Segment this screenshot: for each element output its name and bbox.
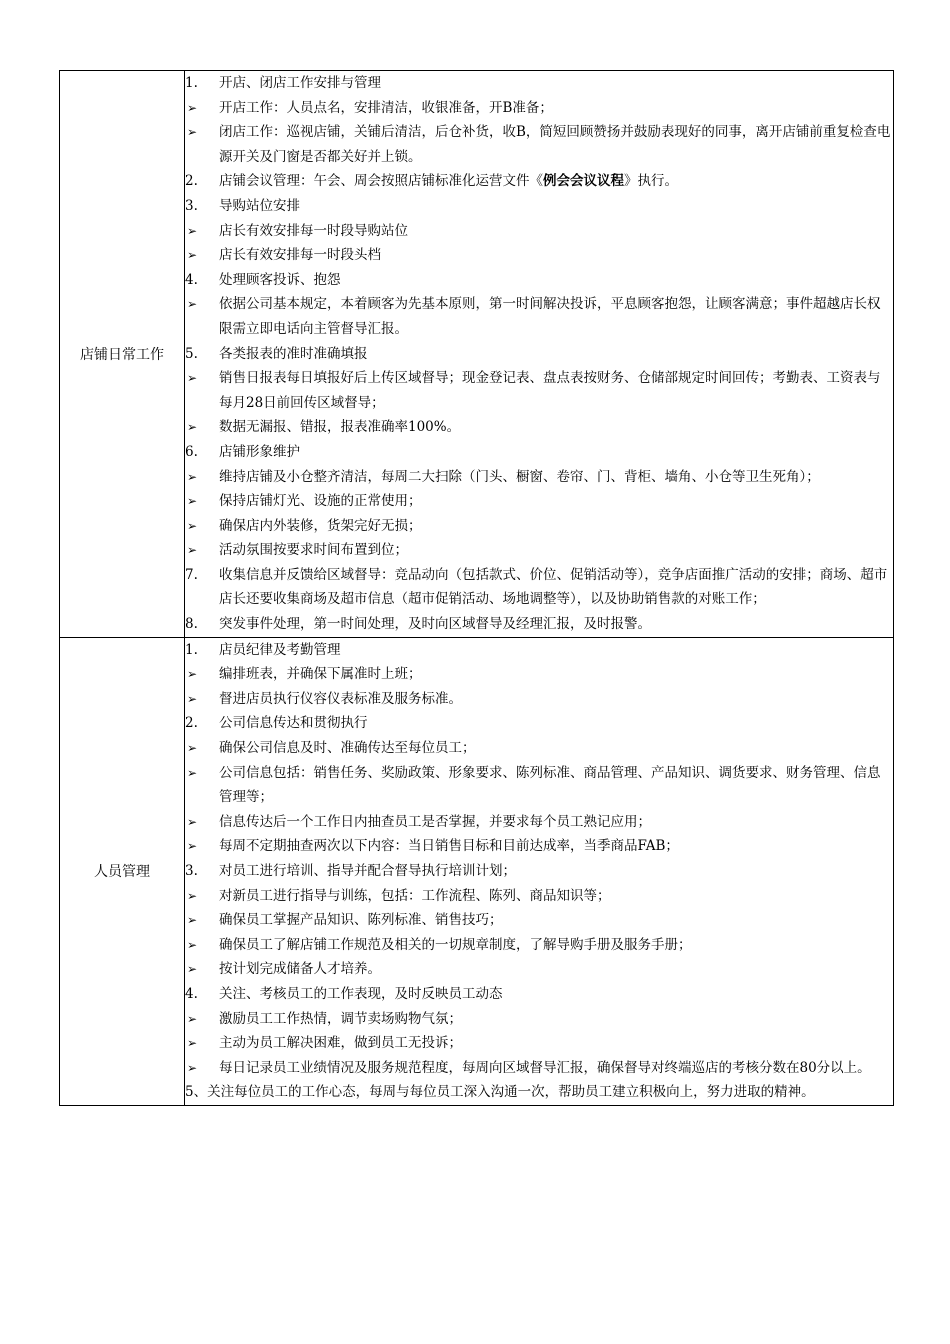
item-text-main: 每周不定期抽查两次以下内容：当日销售目标和目前达成率，当季商品FAB； [219, 838, 679, 855]
item-number: 4. [185, 985, 198, 1002]
numbered-item [185, 859, 893, 884]
item-text [219, 736, 893, 761]
arrow-bullet-icon: ➢ [187, 741, 198, 756]
bullet-item [185, 243, 893, 268]
bullet-item [185, 834, 893, 859]
item-text-main: 维持店铺及小仓整齐清洁，每周二大扫除（门头、橱窗、卷帘、门、背柜、墙角、小仓等卫生死角）； [219, 468, 820, 485]
item-text-main: 开店工作：人员点名，安排清洁，收银准备，开B准备； [219, 99, 553, 116]
arrow-bullet-icon: ➢ [187, 839, 198, 854]
item-text [219, 538, 893, 563]
item-text [219, 489, 893, 514]
item-number: 8. [185, 616, 198, 633]
numbered-item [185, 1080, 893, 1105]
item-number: 2. [185, 715, 198, 732]
item-text-main: 确保员工了解店铺工作规范及相关的一切规章制度，了解导购手册及服务手册； [219, 936, 692, 953]
item-text-main: 各类报表的准时准确填报 [219, 345, 368, 362]
bullet-item [185, 761, 893, 810]
section-content [185, 637, 894, 1105]
item-text [219, 908, 893, 933]
arrow-bullet-icon: ➢ [187, 100, 198, 115]
item-text-main: 销售日报表每日填报好后上传区域督导；现金登记表、盘点表按财务、仓储部规定时间回传；考勤表、工资表与每月28日前回传区域督导； [219, 370, 881, 411]
item-text [219, 761, 893, 810]
arrow-bullet-icon: ➢ [187, 1060, 198, 1075]
item-text-main: 收集信息并反馈给区域督导：竞品动向（包括款式、价位、促销活动等），竞争店面推广活动的安排；商场、超市店长还要收集商场及超市信息（超市促销活动、场地调整等），以及协助销售款的对账工作； [219, 566, 888, 608]
arrow-bullet-icon: ➢ [187, 469, 198, 484]
bullet-item [185, 514, 893, 539]
item-text [219, 1007, 893, 1032]
bullet-item [185, 465, 893, 490]
section-row [60, 71, 894, 638]
item-text-main: 编排班表，并确保下属准时上班； [219, 666, 422, 683]
arrow-bullet-icon: ➢ [187, 1036, 198, 1051]
arrow-bullet-icon: ➢ [187, 765, 198, 780]
arrow-bullet-icon: ➢ [187, 1011, 198, 1026]
bullet-item [185, 219, 893, 244]
item-text [219, 96, 893, 121]
item-text [219, 366, 893, 415]
item-text-main: 5、关注每位员工的工作心态，每周与每位员工深入沟通一次，帮助员工建立积极向上，努力进取的精神。 [185, 1084, 815, 1101]
numbered-item [185, 268, 893, 293]
bullet-item [185, 908, 893, 933]
numbered-item [185, 342, 893, 367]
item-text-main: 数据无漏报、错报，报表准确率100%。 [219, 419, 461, 436]
item-text [219, 933, 893, 958]
item-text-main: 闭店工作：巡视店铺，关铺后清洁，后仓补货，收B，简短回顾赞扬并鼓励表现好的同事，离开店铺前重复检查电源开关及门窗是否都关好并上锁。 [219, 124, 891, 165]
item-text-main: 主动为员工解决困难，做到员工无投诉； [219, 1035, 462, 1052]
arrow-bullet-icon: ➢ [187, 494, 198, 509]
item-text-main: 突发事件处理，第一时间处理，及时向区域督导及经理汇报，及时报警。 [219, 616, 651, 633]
section-row [60, 637, 894, 1105]
bullet-item [185, 810, 893, 835]
item-text-main: 激励员工工作热情，调节卖场购物气氛； [219, 1010, 462, 1027]
numbered-item [185, 563, 893, 612]
item-text [219, 662, 893, 687]
item-text [219, 687, 893, 712]
item-number: 3. [185, 863, 198, 879]
item-number: 3. [185, 197, 198, 214]
item-text [219, 169, 893, 194]
numbered-item [185, 982, 893, 1007]
item-text-main: 店长有效安排每一时段头档 [219, 247, 381, 264]
bullet-item [185, 933, 893, 958]
arrow-bullet-icon: ➢ [187, 667, 198, 682]
item-text-main: 确保公司信息及时、准确传达至每位员工； [219, 740, 476, 757]
item-text [219, 268, 893, 293]
document-title-emphasis: 例会会议议程 [543, 173, 624, 190]
item-text [219, 292, 893, 341]
item-text [219, 342, 893, 367]
numbered-item [185, 71, 893, 96]
arrow-bullet-icon: ➢ [187, 913, 198, 928]
item-number: 4. [185, 271, 198, 288]
arrow-bullet-icon: ➢ [187, 297, 198, 312]
item-text-main: 确保店内外装修，货架完好无损； [219, 517, 422, 534]
arrow-bullet-icon: ➢ [187, 125, 198, 140]
item-number: 2. [185, 173, 198, 190]
arrow-bullet-icon: ➢ [187, 962, 198, 977]
item-number: 1. [185, 641, 198, 658]
arrow-bullet-icon: ➢ [187, 814, 198, 829]
bullet-item [185, 687, 893, 712]
item-text [219, 957, 893, 982]
item-text [219, 71, 893, 96]
item-text [219, 638, 893, 663]
item-text-main: 信息传达后一个工作日内抽查员工是否掌握，并要求每个员工熟记应用； [219, 813, 651, 830]
item-text-main: 公司信息传达和贯彻执行 [219, 715, 368, 732]
arrow-bullet-icon: ➢ [187, 937, 198, 952]
item-text-main: 店长有效安排每一时段导购站位 [219, 222, 408, 239]
item-text [219, 563, 893, 612]
duty-table [59, 70, 894, 1106]
arrow-bullet-icon: ➢ [187, 543, 198, 558]
item-text-main: 确保员工掌握产品知识、陈列标准、销售技巧； [219, 912, 503, 929]
item-number: 7. [185, 566, 198, 583]
item-text [219, 982, 893, 1007]
arrow-bullet-icon: ➢ [187, 691, 198, 706]
item-text [219, 243, 893, 268]
arrow-bullet-icon: ➢ [187, 888, 198, 903]
bullet-item [185, 957, 893, 982]
bullet-item [185, 415, 893, 440]
item-text [219, 884, 893, 909]
item-text-main: 店铺会议管理：午会、周会按照店铺标准化运营文件《 [219, 173, 543, 190]
bullet-item [185, 538, 893, 563]
item-number: 5. [185, 345, 198, 362]
item-text-main: 活动氛围按要求时间布置到位； [219, 542, 408, 559]
item-text [219, 194, 893, 219]
item-text [219, 514, 893, 539]
bullet-item [185, 884, 893, 909]
item-text-tail: 》执行。 [624, 173, 678, 190]
arrow-bullet-icon: ➢ [187, 371, 198, 386]
item-text [219, 415, 893, 440]
bullet-item [185, 1056, 893, 1081]
section-label: 人员管理 [60, 637, 185, 1105]
item-text-main: 关注、考核员工的工作表现，及时反映员工动态 [219, 985, 503, 1002]
bullet-item [185, 736, 893, 761]
arrow-bullet-icon: ➢ [187, 248, 198, 263]
item-text-main: 督进店员执行仪容仪表标准及服务标准。 [219, 690, 462, 707]
item-text-main: 对员工进行培训、指导并配合督导执行培训计划； [219, 863, 516, 879]
item-text-main: 按计划完成储备人才培养。 [219, 961, 381, 978]
item-text-main: 对新员工进行指导与训练，包括：工作流程、陈列、商品知识等； [219, 887, 611, 904]
item-number: 6. [185, 443, 198, 460]
item-number: 1. [185, 75, 198, 91]
item-text-main: 店铺形象维护 [219, 443, 300, 460]
bullet-item [185, 1007, 893, 1032]
bullet-item [185, 1031, 893, 1056]
item-text-main: 依据公司基本规定，本着顾客为先基本原则，第一时间解决投诉，平息顾客抱怨，让顾客满意；事件超越店长权限需立即电话向主管督导汇报。 [219, 296, 881, 337]
bullet-item [185, 96, 893, 121]
arrow-bullet-icon: ➢ [187, 223, 198, 238]
item-text [219, 859, 893, 884]
item-text [219, 1056, 893, 1081]
item-text [219, 465, 893, 490]
bullet-item [185, 662, 893, 687]
section-label: 店铺日常工作 [60, 71, 185, 638]
item-text [219, 120, 893, 169]
numbered-item [185, 169, 893, 194]
bullet-item [185, 489, 893, 514]
arrow-bullet-icon: ➢ [187, 518, 198, 533]
item-text [185, 1080, 893, 1105]
item-text-main: 导购站位安排 [219, 197, 300, 214]
item-text-main: 每日记录员工业绩情况及服务规范程度，每周向区域督导汇报，确保督导对终端巡店的考核分数在80分以上。 [219, 1059, 871, 1076]
numbered-item [185, 638, 893, 663]
numbered-item [185, 194, 893, 219]
numbered-item [185, 440, 893, 465]
item-text [219, 810, 893, 835]
item-text-main: 公司信息包括：销售任务、奖励政策、形象要求、陈列标准、商品管理、产品知识、调货要求、财务管理、信息管理等； [219, 764, 881, 806]
bullet-item [185, 120, 893, 169]
item-text [219, 219, 893, 244]
item-text-main: 店员纪律及考勤管理 [219, 641, 341, 658]
numbered-item [185, 711, 893, 736]
duty-table-body [60, 71, 894, 1106]
item-text-main: 保持店铺灯光、设施的正常使用； [219, 493, 422, 510]
item-text [219, 440, 893, 465]
item-text [219, 711, 893, 736]
item-text-main: 开店、闭店工作安排与管理 [219, 75, 381, 91]
item-text [219, 834, 893, 859]
bullet-item [185, 292, 893, 341]
item-text [219, 612, 893, 637]
bullet-item [185, 366, 893, 415]
section-content [185, 71, 894, 638]
item-text-main: 处理顾客投诉、抱怨 [219, 271, 341, 288]
arrow-bullet-icon: ➢ [187, 420, 198, 435]
numbered-item [185, 612, 893, 637]
item-text [219, 1031, 893, 1056]
